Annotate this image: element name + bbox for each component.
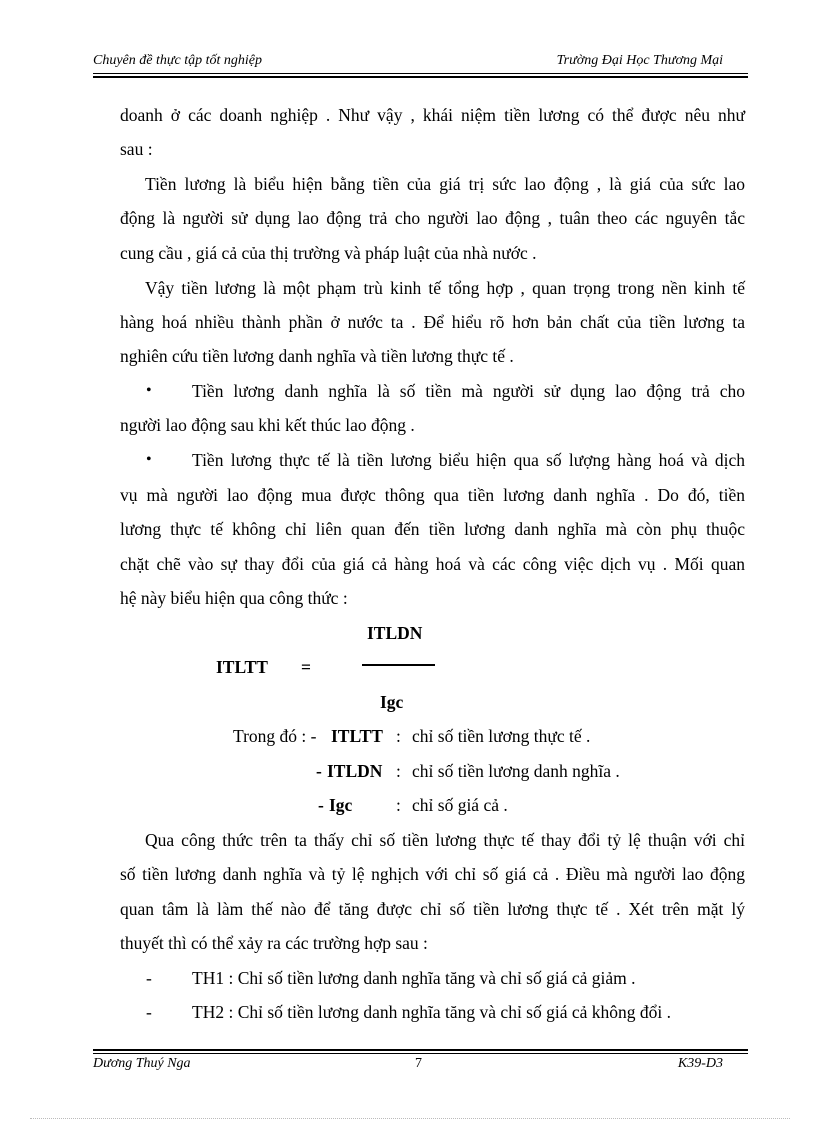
- paragraph-line: số tiền lương danh nghĩa và tỷ lệ nghịch với chỉ số giá cả . Điều mà người lao động: [120, 864, 745, 884]
- definition-colon: :: [396, 761, 401, 781]
- page-number: 7: [415, 1056, 422, 1071]
- definition-term: ITLTT: [331, 726, 383, 746]
- definition-desc: chỉ số giá cả .: [412, 795, 508, 815]
- paragraph-line: thuyết thì có thể xảy ra các trường hợp sau :: [120, 933, 428, 953]
- paragraph-line: Vậy tiền lương là một phạm trù kinh tế tổng hợp , quan trọng trong nền kinh tế: [145, 278, 745, 298]
- case-item: TH1 : Chỉ số tiền lương danh nghĩa tăng và chỉ số giá cả giảm .: [192, 968, 636, 988]
- bullet-icon: •: [146, 451, 152, 468]
- bullet-line: Tiền lương danh nghĩa là số tiền mà người sử dụng lao động trả cho: [192, 381, 745, 401]
- definition-term: Igc: [329, 795, 353, 815]
- paragraph-line: Qua công thức trên ta thấy chỉ số tiền lương thực tế thay đổi tỷ lệ thuận với chỉ: [145, 830, 745, 850]
- bullet-line: chặt chẽ vào sự thay đổi của giá cả hàng hoá và các công việc dịch vụ . Mối quan: [120, 554, 745, 574]
- footer-rule-thick: [93, 1049, 748, 1051]
- footer-author: Dương Thuý Nga: [93, 1056, 191, 1071]
- bullet-line: vụ mà người lao động mua được thông qua tiền lương danh nghĩa . Do đó, tiền: [120, 485, 745, 505]
- definitions-label: Trong đó : -: [233, 726, 317, 746]
- paragraph-line: Tiền lương là biểu hiện bằng tiền của giá trị sức lao động , là giá của sức lao: [145, 174, 745, 194]
- header-document-title: Chuyên đề thực tập tốt nghiệp: [93, 53, 262, 68]
- paragraph-line: động là người sử dụng lao động trả cho người lao động , tuân theo các nguyên tắc: [120, 208, 745, 228]
- paragraph-line: sau :: [120, 139, 153, 159]
- formula-fraction-bar: [362, 664, 435, 666]
- paragraph-line: doanh ở các doanh nghiệp . Như vậy , khái niệm tiền lương có thể được nêu như: [120, 105, 745, 125]
- paragraph-line: quan tâm là làm thế nào để tăng được chỉ số tiền lương thực tế . Xét trên mặt lý: [120, 899, 745, 919]
- bullet-icon: •: [146, 382, 152, 399]
- definition-dash: -: [318, 795, 324, 815]
- bullet-line: Tiền lương thực tế là tiền lương biểu hiện qua số lượng hàng hoá và dịch: [192, 450, 745, 470]
- formula-numerator: ITLDN: [367, 623, 423, 643]
- definition-colon: :: [396, 726, 401, 746]
- footer-rule-thin: [93, 1053, 748, 1054]
- case-dash: -: [146, 968, 152, 988]
- page-footer: [93, 1055, 748, 1075]
- case-dash: -: [146, 1002, 152, 1022]
- bullet-line: lương thực tế không chỉ liên quan đến tiền lương danh nghĩa mà còn phụ thuộc: [120, 519, 745, 539]
- page-header: [93, 52, 723, 72]
- definition-colon: :: [396, 795, 401, 815]
- case-item: TH2 : Chỉ số tiền lương danh nghĩa tăng và chỉ số giá cả không đổi .: [192, 1002, 672, 1022]
- bullet-line: người lao động sau khi kết thúc lao động .: [120, 415, 415, 435]
- header-rule-thick: [93, 76, 748, 78]
- paragraph-line: hàng hoá nhiều thành phần ở nước ta . Để hiểu rõ hơn bản chất của tiền lương ta: [120, 312, 745, 332]
- formula-denominator: Igc: [380, 692, 404, 712]
- definition-desc: chỉ số tiền lương danh nghĩa .: [412, 761, 620, 781]
- paragraph-line: nghiên cứu tiền lương danh nghĩa và tiền lương thực tế .: [120, 346, 514, 366]
- paragraph-line: cung cầu , giá cả của thị trường và pháp luật của nhà nước .: [120, 243, 537, 263]
- definition-term: ITLDN: [327, 761, 383, 781]
- formula-lhs: ITLTT: [216, 657, 268, 677]
- bullet-line: hệ này biểu hiện qua công thức :: [120, 588, 348, 608]
- definition-dash: -: [316, 761, 322, 781]
- footer-class-code: K39-D3: [677, 1056, 723, 1071]
- formula-equals: =: [301, 657, 311, 677]
- header-university: Trường Đại Học Thương Mại: [556, 53, 723, 68]
- page-bottom-border: [30, 1118, 790, 1119]
- header-rule-thin: [93, 73, 748, 74]
- definition-desc: chỉ số tiền lương thực tế .: [412, 726, 591, 746]
